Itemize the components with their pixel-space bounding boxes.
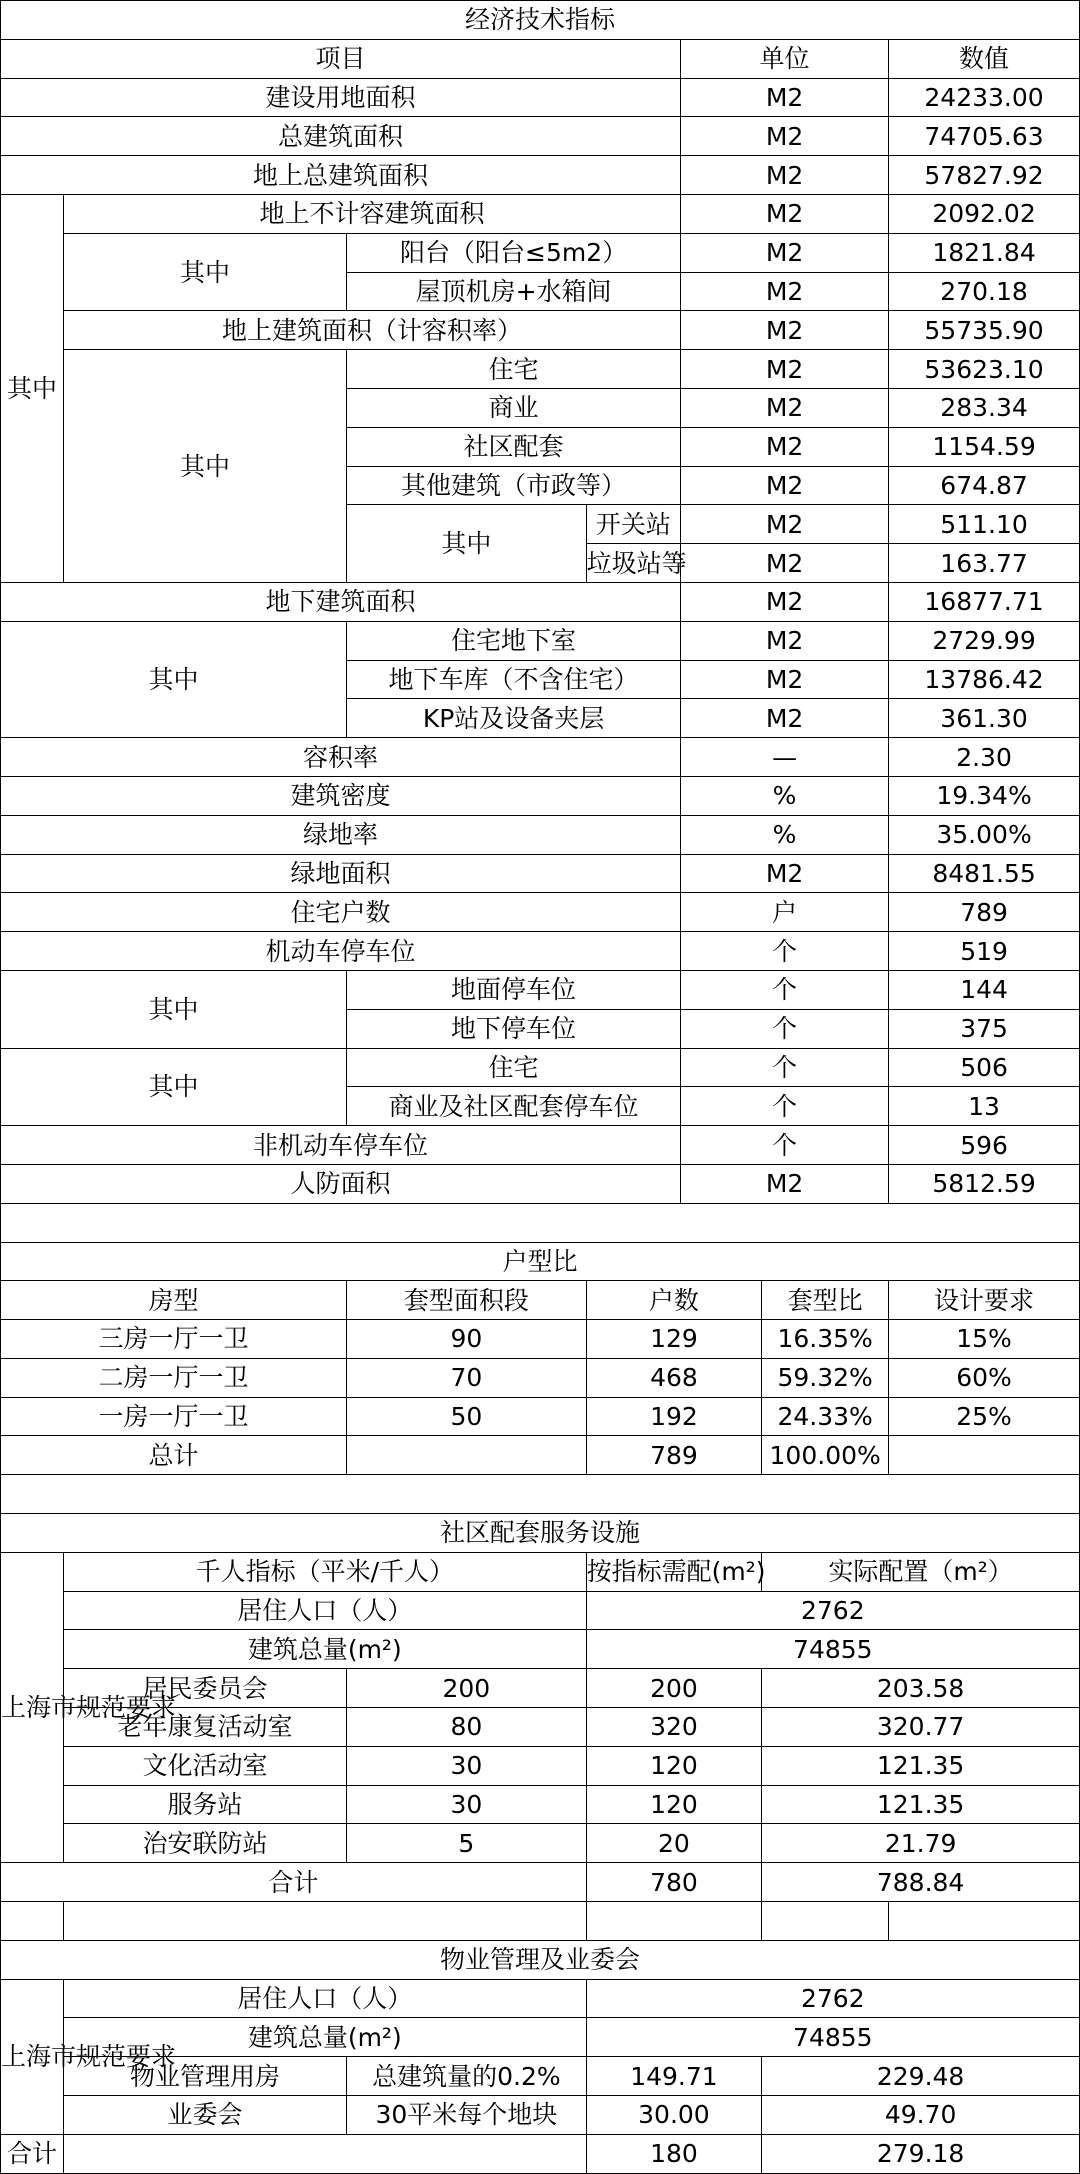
cell-index: 5 (347, 1824, 587, 1863)
cell-actual: 49.70 (762, 2096, 1080, 2135)
blank-cell (889, 1902, 1080, 1941)
row-label: 其他建筑（市政等） (347, 466, 681, 505)
table-row (1, 1746, 1080, 1785)
population-label: 居住人口（人） (63, 1591, 586, 1630)
table-row (1, 932, 1080, 971)
row-value: 144 (889, 970, 1080, 1009)
cell-required: 120 (586, 1746, 762, 1785)
header-actual: 实际配置（m²） (762, 1552, 1080, 1591)
row-unit: M2 (681, 699, 889, 738)
table-row (1, 815, 1080, 854)
header-item: 项目 (1, 39, 681, 78)
table-row (1, 1979, 1080, 2018)
row-label: 容积率 (1, 738, 681, 777)
ratio-title: 户型比 (1, 1242, 1080, 1281)
row-value: 1821.84 (889, 233, 1080, 272)
row-unit: 个 (681, 1009, 889, 1048)
row-label: 绿地率 (1, 815, 681, 854)
econ-title: 经济技术指标 (1, 1, 1080, 40)
blank-cell (762, 1902, 889, 1941)
cell-required: 120 (586, 1785, 762, 1824)
group-label: 其中 (1, 970, 347, 1048)
blank-row (1, 1475, 1080, 1514)
header-unit: 单位 (681, 39, 889, 78)
table-row (1, 2096, 1080, 2135)
cell-actual: 121.35 (762, 1746, 1080, 1785)
row-unit: M2 (681, 427, 889, 466)
population-value: 2762 (586, 1979, 1079, 2018)
cell-households: 192 (586, 1397, 762, 1436)
table-row (1, 1785, 1080, 1824)
row-value: 13786.42 (889, 660, 1080, 699)
ratio-total-label: 总计 (1, 1436, 347, 1475)
row-unit: M2 (681, 194, 889, 233)
row-unit: M2 (681, 582, 889, 621)
cell-ratio: 24.33% (762, 1397, 889, 1436)
facilities-header-row (1, 1552, 1080, 1591)
cell-index: 总建筑量的0.2% (347, 2057, 587, 2096)
cell-index: 30 (347, 1785, 587, 1824)
cell-ratio: 16.35% (762, 1320, 889, 1359)
row-unit: M2 (681, 1164, 889, 1203)
group-label: 其中 (1, 194, 64, 582)
row-label: KP站及设备夹层 (347, 699, 681, 738)
table-row (1, 2057, 1080, 2096)
cell-required: 20 (586, 1824, 762, 1863)
blank-cell (586, 1902, 762, 1941)
table-row (1, 194, 1080, 233)
row-value: 19.34% (889, 776, 1080, 815)
row-label: 人防面积 (1, 1164, 681, 1203)
row-value: 16877.71 (889, 582, 1080, 621)
row-label: 地下车库（不含住宅） (347, 660, 681, 699)
table-row (1, 1863, 1080, 1902)
ratio-title-row (1, 1242, 1080, 1281)
table-row (1, 117, 1080, 156)
table-row (1, 776, 1080, 815)
cell-name: 居民委员会 (63, 1669, 346, 1708)
row-label: 住宅地下室 (347, 621, 681, 660)
facilities-total-actual: 788.84 (762, 1863, 1080, 1902)
header-area: 套型面积段 (347, 1281, 587, 1320)
group-label: 其中 (63, 233, 346, 311)
row-unit: 个 (681, 1126, 889, 1165)
cell-ratio: 59.32% (762, 1358, 889, 1397)
row-label: 地上建筑面积（计容积率） (63, 311, 680, 350)
cell-required: 30.00 (586, 2096, 762, 2135)
row-value: 2092.02 (889, 194, 1080, 233)
row-value: 506 (889, 1048, 1080, 1087)
row-value: 24233.00 (889, 78, 1080, 117)
cell-area: 70 (347, 1358, 587, 1397)
row-label: 地面停车位 (347, 970, 681, 1009)
row-unit: 个 (681, 1087, 889, 1126)
row-value: 2.30 (889, 738, 1080, 777)
row-unit: M2 (681, 78, 889, 117)
ratio-total-ratio: 100.00% (762, 1436, 889, 1475)
cell-name: 物业管理用房 (63, 2057, 346, 2096)
table-row (1, 2134, 1080, 2173)
cell-type: 一房一厅一卫 (1, 1397, 347, 1436)
table-row (1, 1397, 1080, 1436)
blank-cell (347, 1436, 587, 1475)
cell-name: 治安联防站 (63, 1824, 346, 1863)
cell-requirement: 25% (889, 1397, 1080, 1436)
table-row (1, 738, 1080, 777)
row-label: 住宅 (347, 350, 681, 389)
table-row (1, 1591, 1080, 1630)
row-label: 绿地面积 (1, 854, 681, 893)
cell-requirement: 60% (889, 1358, 1080, 1397)
cell-households: 468 (586, 1358, 762, 1397)
row-unit: — (681, 738, 889, 777)
header-requirement: 设计要求 (889, 1281, 1080, 1320)
table-row (1, 156, 1080, 195)
table-row (1, 233, 1080, 272)
gfa-value: 74855 (586, 1630, 1079, 1669)
row-label: 社区配套 (347, 427, 681, 466)
blank-cell (1, 1902, 64, 1941)
row-unit: % (681, 815, 889, 854)
row-label: 建筑密度 (1, 776, 681, 815)
row-value: 8481.55 (889, 854, 1080, 893)
row-unit: M2 (681, 311, 889, 350)
row-unit: M2 (681, 466, 889, 505)
table-row (1, 1630, 1080, 1669)
row-unit: 户 (681, 893, 889, 932)
row-label: 机动车停车位 (1, 932, 681, 971)
econ-title-row (1, 1, 1080, 40)
row-value: 35.00% (889, 815, 1080, 854)
row-unit: 个 (681, 970, 889, 1009)
table-row (1, 1358, 1080, 1397)
blank-cell (889, 1436, 1080, 1475)
cell-type: 二房一厅一卫 (1, 1358, 347, 1397)
row-value: 74705.63 (889, 117, 1080, 156)
row-label: 住宅户数 (1, 893, 681, 932)
row-unit: M2 (681, 117, 889, 156)
row-label: 屋顶机房+水箱间 (347, 272, 681, 311)
group-label: 其中 (63, 350, 346, 583)
row-label: 阳台（阳台≤5m2） (347, 233, 681, 272)
row-value: 789 (889, 893, 1080, 932)
row-unit: M2 (681, 505, 889, 544)
row-label: 非机动车停车位 (1, 1126, 681, 1165)
blank-cell (63, 2134, 586, 2173)
table-row (1, 854, 1080, 893)
row-value: 55735.90 (889, 311, 1080, 350)
row-value: 57827.92 (889, 156, 1080, 195)
row-value: 375 (889, 1009, 1080, 1048)
header-ratio: 套型比 (762, 1281, 889, 1320)
group-label: 其中 (1, 1048, 347, 1126)
econ-header-row (1, 39, 1080, 78)
cell-index: 200 (347, 1669, 587, 1708)
row-label: 垃圾站等 (586, 544, 680, 583)
header-value: 数值 (889, 39, 1080, 78)
row-label: 地下停车位 (347, 1009, 681, 1048)
table-row (1, 621, 1080, 660)
cell-required: 200 (586, 1669, 762, 1708)
table-row (1, 1320, 1080, 1359)
row-unit: M2 (681, 854, 889, 893)
table-row (1, 1708, 1080, 1747)
row-label: 总建筑面积 (1, 117, 681, 156)
population-label: 居住人口（人） (63, 1979, 586, 2018)
blank-row (1, 1203, 1080, 1242)
row-value: 361.30 (889, 699, 1080, 738)
ratio-header-row (1, 1281, 1080, 1320)
row-unit: M2 (681, 272, 889, 311)
group-label: 其中 (1, 621, 347, 737)
property-title: 物业管理及业委会 (1, 1940, 1080, 1979)
row-unit: M2 (681, 544, 889, 583)
facilities-total-required: 780 (586, 1863, 762, 1902)
cell-households: 129 (586, 1320, 762, 1359)
blank-cell (63, 1902, 586, 1941)
row-value: 283.34 (889, 388, 1080, 427)
row-unit: M2 (681, 233, 889, 272)
blank-cell (1, 1475, 1080, 1514)
cell-actual: 21.79 (762, 1824, 1080, 1863)
row-unit: M2 (681, 156, 889, 195)
row-unit: M2 (681, 621, 889, 660)
cell-required: 320 (586, 1708, 762, 1747)
property-total-required: 180 (586, 2134, 762, 2173)
row-value: 5812.59 (889, 1164, 1080, 1203)
row-label: 住宅 (347, 1048, 681, 1087)
cell-actual: 229.48 (762, 2057, 1080, 2096)
row-value: 511.10 (889, 505, 1080, 544)
cell-required: 149.71 (586, 2057, 762, 2096)
side-label: 上海市规范要求 (1, 1552, 64, 1862)
header-households: 户数 (586, 1281, 762, 1320)
row-value: 2729.99 (889, 621, 1080, 660)
row-label: 地下建筑面积 (1, 582, 681, 621)
property-total-actual: 279.18 (762, 2134, 1080, 2173)
header-index: 千人指标（平米/千人） (63, 1552, 586, 1591)
facilities-title: 社区配套服务设施 (1, 1514, 1080, 1553)
table-row (1, 1164, 1080, 1203)
population-value: 2762 (586, 1591, 1079, 1630)
cell-area: 50 (347, 1397, 587, 1436)
row-value: 596 (889, 1126, 1080, 1165)
cell-index: 30 (347, 1746, 587, 1785)
side-label: 上海市规范要求 (1, 1979, 64, 2134)
cell-name: 业委会 (63, 2096, 346, 2135)
gfa-label: 建筑总量(m²) (63, 2018, 586, 2057)
row-unit: M2 (681, 350, 889, 389)
row-label: 建设用地面积 (1, 78, 681, 117)
table-row (1, 893, 1080, 932)
header-required: 按指标需配(m²) (586, 1552, 762, 1591)
row-unit: 个 (681, 1048, 889, 1087)
row-label: 商业及社区配套停车位 (347, 1087, 681, 1126)
row-unit: M2 (681, 388, 889, 427)
cell-actual: 121.35 (762, 1785, 1080, 1824)
row-value: 519 (889, 932, 1080, 971)
cell-name: 老年康复活动室 (63, 1708, 346, 1747)
table-row (1, 350, 1080, 389)
cell-index: 30平米每个地块 (347, 2096, 587, 2135)
table-row (1, 1126, 1080, 1165)
cell-area: 90 (347, 1320, 587, 1359)
table-row (1, 78, 1080, 117)
table-row (1, 1669, 1080, 1708)
cell-name: 文化活动室 (63, 1746, 346, 1785)
property-total-label: 合计 (1, 2134, 64, 2173)
blank-cell (1, 1203, 1080, 1242)
ratio-total-households: 789 (586, 1436, 762, 1475)
cell-index: 80 (347, 1708, 587, 1747)
table-row (1, 1436, 1080, 1475)
row-value: 270.18 (889, 272, 1080, 311)
header-type: 房型 (1, 1281, 347, 1320)
row-value: 674.87 (889, 466, 1080, 505)
cell-requirement: 15% (889, 1320, 1080, 1359)
row-value: 53623.10 (889, 350, 1080, 389)
table-row (1, 582, 1080, 621)
table-row (1, 1048, 1080, 1087)
table-row (1, 1824, 1080, 1863)
group-label: 其中 (347, 505, 587, 583)
cell-type: 三房一厅一卫 (1, 1320, 347, 1359)
row-label: 地上不计容建筑面积 (63, 194, 680, 233)
facilities-title-row (1, 1514, 1080, 1553)
row-label: 地上总建筑面积 (1, 156, 681, 195)
table-row (1, 311, 1080, 350)
row-unit: M2 (681, 660, 889, 699)
row-value: 163.77 (889, 544, 1080, 583)
blank-row (1, 1902, 1080, 1941)
row-label: 开关站 (586, 505, 680, 544)
gfa-label: 建筑总量(m²) (63, 1630, 586, 1669)
table-row (1, 970, 1080, 1009)
cell-actual: 203.58 (762, 1669, 1080, 1708)
facilities-total-label: 合计 (1, 1863, 587, 1902)
row-value: 1154.59 (889, 427, 1080, 466)
row-label: 商业 (347, 388, 681, 427)
cell-actual: 320.77 (762, 1708, 1080, 1747)
property-title-row (1, 1940, 1080, 1979)
cell-name: 服务站 (63, 1785, 346, 1824)
row-unit: 个 (681, 932, 889, 971)
row-unit: % (681, 776, 889, 815)
row-value: 13 (889, 1087, 1080, 1126)
gfa-value: 74855 (586, 2018, 1079, 2057)
